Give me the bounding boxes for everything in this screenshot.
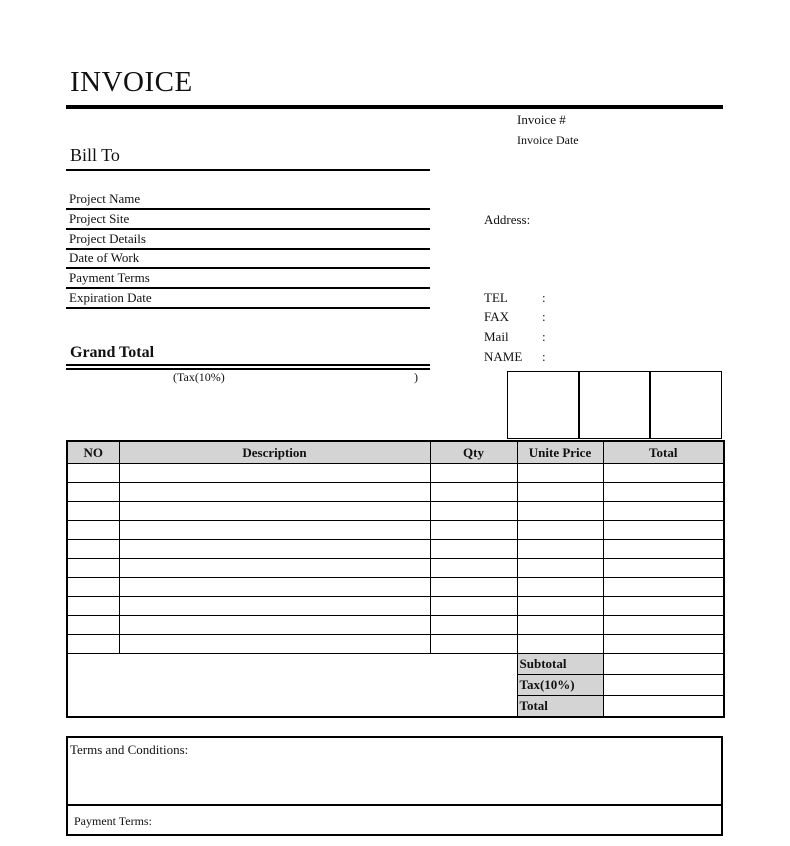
cell-unit-price[interactable] bbox=[517, 502, 603, 521]
grand-total-label: Grand Total bbox=[70, 344, 155, 361]
cell-total[interactable] bbox=[603, 540, 724, 559]
cell-qty[interactable] bbox=[430, 597, 517, 616]
project-name-line bbox=[66, 208, 430, 210]
cell-total[interactable] bbox=[603, 597, 724, 616]
cell-no[interactable] bbox=[67, 578, 119, 597]
project-name-label: Project Name bbox=[69, 191, 141, 206]
cell-description[interactable] bbox=[119, 521, 430, 540]
col-unit-price-header: Unite Price bbox=[517, 441, 603, 464]
tax-label: Tax(10%) bbox=[517, 675, 603, 696]
cell-qty[interactable] bbox=[430, 502, 517, 521]
cell-no[interactable] bbox=[67, 559, 119, 578]
cell-no[interactable] bbox=[67, 540, 119, 559]
expiration-date-label: Expiration Date bbox=[69, 290, 152, 305]
cell-total[interactable] bbox=[603, 502, 724, 521]
cell-unit-price[interactable] bbox=[517, 483, 603, 502]
col-description-header: Description bbox=[119, 441, 430, 464]
cell-total[interactable] bbox=[603, 521, 724, 540]
invoice-date-label: Invoice Date bbox=[517, 133, 579, 147]
table-row bbox=[67, 559, 724, 578]
bill-to-heading: Bill To bbox=[70, 145, 120, 165]
cell-unit-price[interactable] bbox=[517, 635, 603, 654]
date-of-work-label: Date of Work bbox=[69, 250, 140, 265]
tax-value[interactable] bbox=[603, 675, 724, 696]
table-row bbox=[67, 483, 724, 502]
cell-unit-price[interactable] bbox=[517, 540, 603, 559]
table-row bbox=[67, 597, 724, 616]
payment-terms-box[interactable] bbox=[66, 804, 723, 836]
cell-description[interactable] bbox=[119, 578, 430, 597]
cell-qty[interactable] bbox=[430, 635, 517, 654]
stamp-box-1[interactable] bbox=[507, 371, 580, 439]
cell-total[interactable] bbox=[603, 616, 724, 635]
cell-qty[interactable] bbox=[430, 464, 517, 483]
cell-no[interactable] bbox=[67, 616, 119, 635]
total-label: Total bbox=[517, 696, 603, 718]
items-table bbox=[66, 440, 725, 718]
tax-note: (Tax(10%) bbox=[173, 370, 225, 384]
grand-total-rule-1 bbox=[66, 364, 430, 366]
cell-total[interactable] bbox=[603, 559, 724, 578]
project-details-label: Project Details bbox=[69, 231, 146, 246]
cell-description[interactable] bbox=[119, 540, 430, 559]
subtotal-label: Subtotal bbox=[517, 654, 603, 675]
summary-blank-area bbox=[67, 654, 517, 718]
address-label: Address: bbox=[484, 212, 531, 227]
cell-description[interactable] bbox=[119, 502, 430, 521]
name-separator: : bbox=[542, 349, 546, 364]
cell-description[interactable] bbox=[119, 597, 430, 616]
cell-total[interactable] bbox=[603, 635, 724, 654]
tax-note-close: ) bbox=[414, 370, 418, 384]
mail-label: Mail bbox=[484, 329, 509, 344]
cell-unit-price[interactable] bbox=[517, 597, 603, 616]
cell-total[interactable] bbox=[603, 464, 724, 483]
cell-no[interactable] bbox=[67, 597, 119, 616]
cell-unit-price[interactable] bbox=[517, 521, 603, 540]
table-header-row bbox=[67, 441, 724, 464]
table-row bbox=[67, 540, 724, 559]
date-of-work-line bbox=[66, 267, 430, 269]
mail-separator: : bbox=[542, 329, 546, 344]
table-row bbox=[67, 635, 724, 654]
cell-no[interactable] bbox=[67, 521, 119, 540]
cell-unit-price[interactable] bbox=[517, 616, 603, 635]
expiration-date-line bbox=[66, 307, 430, 309]
cell-no[interactable] bbox=[67, 635, 119, 654]
cell-total[interactable] bbox=[603, 483, 724, 502]
col-qty-header: Qty bbox=[430, 441, 517, 464]
cell-unit-price[interactable] bbox=[517, 464, 603, 483]
title-rule bbox=[66, 105, 723, 109]
tel-label: TEL bbox=[484, 290, 508, 305]
cell-qty[interactable] bbox=[430, 540, 517, 559]
fax-label: FAX bbox=[484, 309, 510, 324]
cell-no[interactable] bbox=[67, 502, 119, 521]
table-row bbox=[67, 502, 724, 521]
payment-terms-label: Payment Terms bbox=[69, 270, 150, 285]
cell-qty[interactable] bbox=[430, 616, 517, 635]
payment-terms-line bbox=[66, 287, 430, 289]
cell-qty[interactable] bbox=[430, 483, 517, 502]
invoice-number-label: Invoice # bbox=[517, 112, 566, 127]
stamp-box-2[interactable] bbox=[578, 371, 651, 439]
total-value[interactable] bbox=[603, 696, 724, 718]
subtotal-value[interactable] bbox=[603, 654, 724, 675]
cell-description[interactable] bbox=[119, 559, 430, 578]
cell-description[interactable] bbox=[119, 635, 430, 654]
cell-no[interactable] bbox=[67, 464, 119, 483]
table-row bbox=[67, 521, 724, 540]
cell-total[interactable] bbox=[603, 578, 724, 597]
bill-to-rule bbox=[66, 169, 430, 171]
cell-unit-price[interactable] bbox=[517, 578, 603, 597]
table-row bbox=[67, 464, 724, 483]
tel-separator: : bbox=[542, 290, 546, 305]
cell-qty[interactable] bbox=[430, 578, 517, 597]
col-total-header: Total bbox=[603, 441, 724, 464]
cell-description[interactable] bbox=[119, 616, 430, 635]
col-no-header: NO bbox=[67, 441, 119, 464]
stamp-box-3[interactable] bbox=[649, 371, 722, 439]
terms-box[interactable] bbox=[66, 736, 723, 806]
cell-qty[interactable] bbox=[430, 521, 517, 540]
fax-separator: : bbox=[542, 309, 546, 324]
project-site-label: Project Site bbox=[69, 211, 130, 226]
project-site-line bbox=[66, 228, 430, 230]
invoice-title: INVOICE bbox=[70, 66, 193, 98]
name-label: NAME bbox=[484, 349, 523, 364]
cell-description[interactable] bbox=[119, 483, 430, 502]
table-row bbox=[67, 616, 724, 635]
cell-qty[interactable] bbox=[430, 559, 517, 578]
table-row bbox=[67, 578, 724, 597]
payment-terms-footer-label: Payment Terms: bbox=[74, 814, 152, 828]
cell-no[interactable] bbox=[67, 483, 119, 502]
grand-total-rule-2 bbox=[66, 368, 430, 370]
terms-label: Terms and Conditions: bbox=[70, 742, 189, 757]
cell-description[interactable] bbox=[119, 464, 430, 483]
summary-row-subtotal bbox=[67, 654, 724, 675]
cell-unit-price[interactable] bbox=[517, 559, 603, 578]
